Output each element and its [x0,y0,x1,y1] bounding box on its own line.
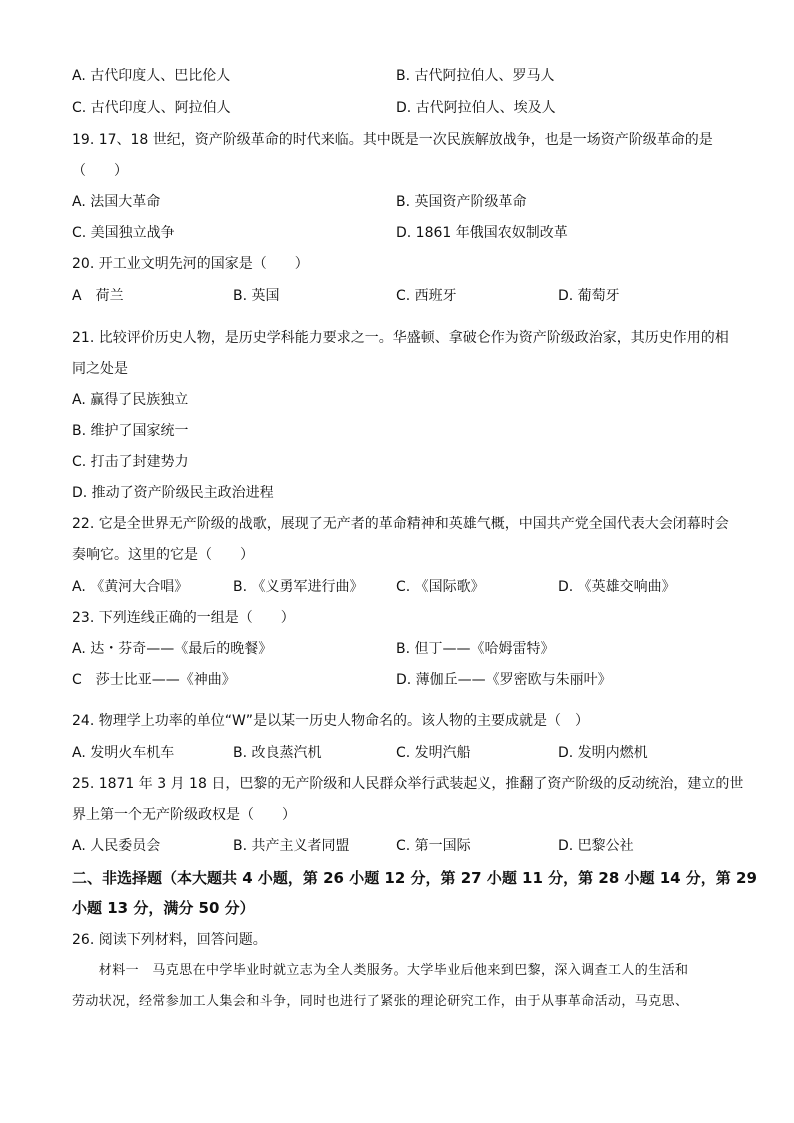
q23-option-d: D. 薄伽丘——《罗密欧与朱丽叶》 [396,672,612,688]
q24-option-c: C. 发明汽船 [396,745,471,761]
q22-stem-line1: 22. 它是全世界无产阶级的战歌，展现了无产者的革命精神和英雄气概，中国共产党全国代表大会闭幕时会 [72,516,729,532]
q23-option-b: B. 但丁——《哈姆雷特》 [396,641,555,657]
section2-heading-line2: 小题 13 分，满分 50 分） [72,899,255,917]
q21-stem-line1: 21. 比较评价历史人物，是历史学科能力要求之一。华盛顿、拿破仑作为资产阶级政治家，其历史作用的相 [72,330,729,346]
q26-material-line1: 材料一 马克思在中学毕业时就立志为全人类服务。大学毕业后他来到巴黎，深入调查工人的生活和 [72,963,689,978]
q25-stem-line2: 界上第一个无产阶级政权是（ ） [72,807,296,823]
q19-option-c: C. 美国独立战争 [72,225,175,241]
q23-option-c: C 莎士比亚——《神曲》 [72,672,236,688]
q25-stem-line1: 25. 1871 年 3 月 18 日，巴黎的无产阶级和人民群众举行武装起义，推翻了资产阶级的反动统治，建立的世 [72,776,744,792]
q20-option-b: B. 英国 [233,288,280,304]
q24-stem: 24. 物理学上功率的单位“W”是以某一历史人物命名的。该人物的主要成就是（ ） [72,713,590,729]
q19-option-d: D. 1861 年俄国农奴制改革 [396,225,568,241]
q24-option-d: D. 发明内燃机 [558,745,648,761]
q22-stem-line2: 奏响它。这里的它是（ ） [72,547,254,563]
q21-option-a: A. 赢得了民族独立 [72,392,189,408]
q21-option-d: D. 推动了资产阶级民主政治进程 [72,485,274,501]
q21-option-c: C. 打击了封建势力 [72,454,189,470]
q20-stem: 20. 开工业文明先河的国家是（ ） [72,256,309,272]
q21-stem-line2: 同之处是 [72,361,128,377]
section2-heading-line1: 二、非选择题（本大题共 4 小题，第 26 小题 12 分，第 27 小题 11 分，第 28 小题 14 分，第 29 [72,869,757,887]
q21-option-b: B. 维护了国家统一 [72,423,189,439]
q25-option-b: B. 共产主义者同盟 [233,838,350,854]
q22-option-b: B. 《义勇军进行曲》 [233,579,364,595]
q26-material-line2: 劳动状况，经常参加工人集会和斗争，同时也进行了紧张的理论研究工作，由于从事革命活动，马克思、 [72,994,689,1009]
q26-stem: 26. 阅读下列材料，回答问题。 [72,932,267,948]
q19-stem-line2: （ ） [72,163,128,179]
q22-option-d: D. 《英雄交响曲》 [558,579,676,595]
q19-stem-line1: 19. 17、18 世纪，资产阶级革命的时代来临。其中既是一次民族解放战争，也是一场资产阶级革命的是 [72,132,713,148]
q23-option-a: A. 达・芬奇——《最后的晚餐》 [72,641,273,657]
q24-option-a: A. 发明火车机车 [72,745,175,761]
q18-option-d: D. 古代阿拉伯人、埃及人 [396,100,556,116]
q25-option-d: D. 巴黎公社 [558,838,634,854]
q24-option-b: B. 改良蒸汽机 [233,745,322,761]
q20-option-d: D. 葡萄牙 [558,288,620,304]
q22-option-c: C. 《国际歌》 [396,579,485,595]
q19-option-b: B. 英国资产阶级革命 [396,194,527,210]
q18-option-a: A. 古代印度人、巴比伦人 [72,68,231,84]
q25-option-c: C. 第一国际 [396,838,471,854]
q18-option-c: C. 古代印度人、阿拉伯人 [72,100,231,116]
q20-option-c: C. 西班牙 [396,288,457,304]
q25-option-a: A. 人民委员会 [72,838,161,854]
q23-stem: 23. 下列连线正确的一组是（ ） [72,610,295,626]
q19-option-a: A. 法国大革命 [72,194,161,210]
q20-option-a: A 荷兰 [72,288,124,304]
q22-option-a: A. 《黄河大合唱》 [72,579,189,595]
q18-option-b: B. 古代阿拉伯人、罗马人 [396,68,555,84]
